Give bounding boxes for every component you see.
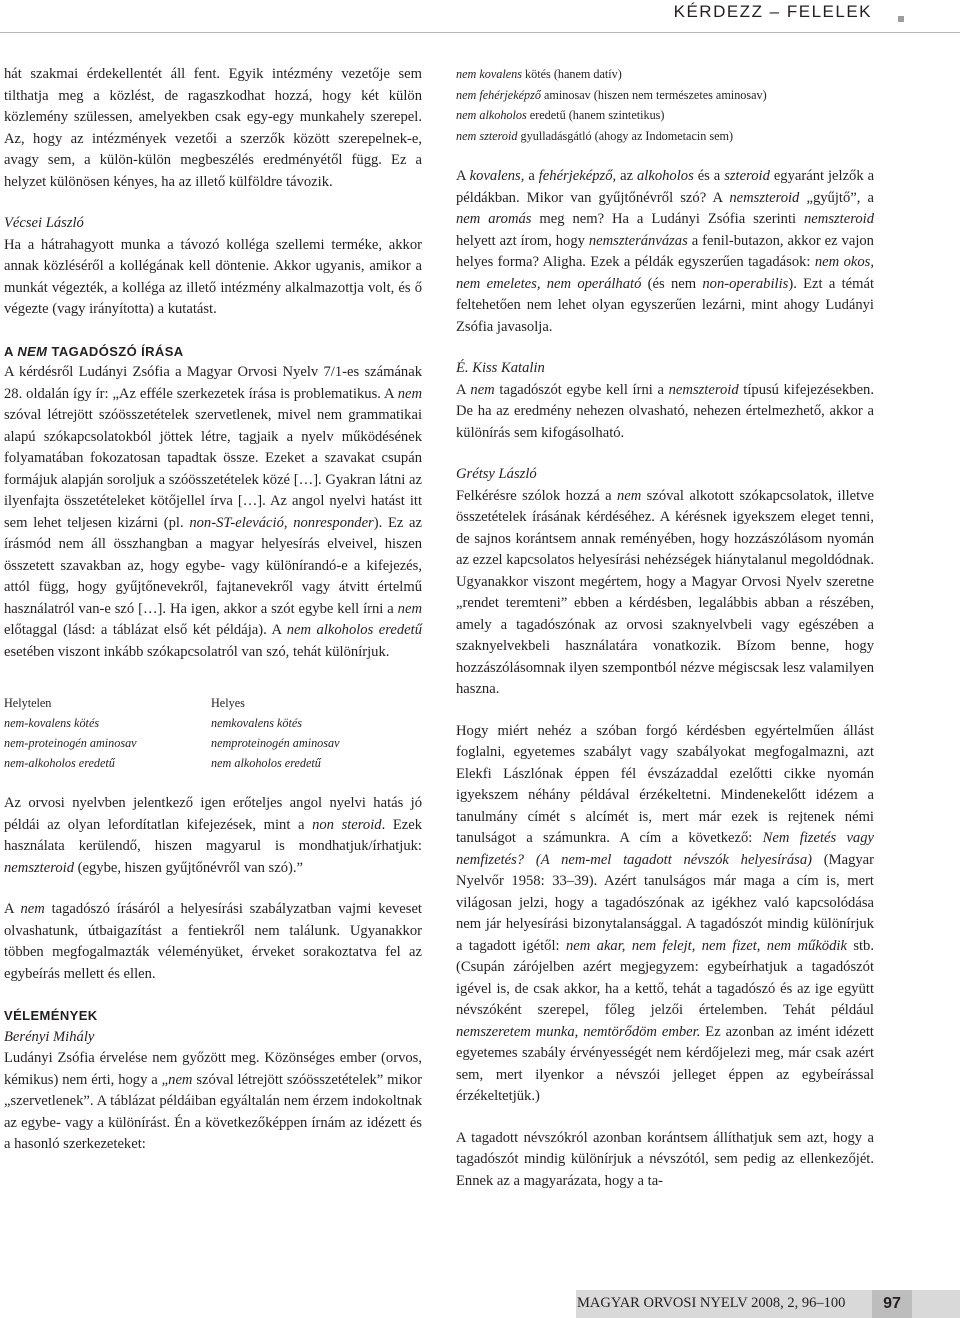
example-item: nem szteroid gyulladásgátló (ahogy az Indometacin sem)	[456, 128, 734, 143]
paragraph-quote: A kérdésről Ludányi Zsófia a Magyar Orvosi Nyelv 7/1-es számának 28. oldalán így ír: „Az efféle szerkezetek írása is problematikus. A nem szóval létrejött szóösszetételek szervetlenek, mivel nem grammatikai alapú szókapcsolatokból jöttek létre, tagjaik a nyelv működésének folyamatában fokozatosan tapadtak össze. Ezeket a szavakat csupán formájuk alapján soroljuk a szóösszetételek közé […]. Gyakran látni az ilyenfajta összetételeket kötőjellel írva […]. Az angol nyelvi hatást itt sem lehet teljesen kizárni (pl. non-ST-eleváció, nonresponder). Ez az írásmód nem áll összhangban a magyar helyesírás elveivel, hiszen összetett szavakban az, hogy egybe- vagy különírandó-e a kifejezés, attól függ, hogy gyűjtőnevekről, fajtanevekről vagy átvitt értelmű használatról van-e szó […]. Ha igen, akkor a szót egybe kell írni a nem előtaggal (lásd: a táblázat első két példája). A nem alkoholos eredetű esetében viszont inkább szókapcsolatról van szó, tehát különírjuk.	[4, 364, 423, 660]
header-decoration	[898, 16, 904, 22]
author-gretsy: Grétsy László	[456, 466, 537, 482]
running-header: KÉRDEZZ – FELELEK	[673, 2, 872, 21]
footer-journal: MAGYAR ORVOSI NYELV 2008, 2, 96–100	[577, 1295, 846, 1311]
example-item: nem fehérjeképző aminosav (hiszen nem természetes aminosav)	[456, 87, 767, 102]
author-kiss: É. Kiss Katalin	[456, 360, 545, 376]
paragraph-kiss: A nem tagadószót egybe kell írni a nemszteroid típusú kifejezésekben. De ha az eredmény nehezen olvasható, nehezen értelmezhető, akkor a különírás sem kifogásolható.	[456, 381, 874, 441]
author-berenyi: Berényi Mihály	[4, 1028, 95, 1045]
table-cell: nem alkoholos eredetű	[211, 756, 321, 770]
table-cell: nem-alkoholos eredetű	[4, 756, 115, 770]
table-cell: nem-kovalens kötés	[4, 716, 100, 730]
example-table	[4, 693, 422, 773]
example-item: nem alkoholos eredetű (hanem szintetikus)	[456, 108, 665, 122]
example-list	[456, 64, 874, 146]
table-header-wrong: Helytelen	[4, 696, 52, 710]
table-cell: nemproteinogén aminosav	[211, 736, 340, 750]
header-rule	[0, 32, 960, 33]
section-title-opinions: VÉLEMÉNYEK	[4, 1008, 98, 1023]
left-column	[4, 64, 422, 1156]
paragraph-gretsy: Felkérésre szólok hozzá a nem szóval alkotott szókapcsolatok, illetve összetételek írásának kérdéséhez. A kérésnek igyekszem eleget tenni, de sajnos korántsem annak reményében, hogy hozzászólásom nyomán az ezzel kapcsolatos helyesírási nehézségek hiánytalanul megoldódnak. Ugyanakkor viszont megértem, hogy a Magyar Orvosi Nyelv szeretne „rendet teremteni” ebben a kérdésben, legalábbis abban a részében, amely a tagadószónak az orvosi szaknyelvbeli vagy egészében a szaknyelvekbeli használatára vonatkozik. Bízom benne, hogy hozzászólásomnak ilyen szempontból nézve mégiscsak lesz valamilyen haszna.	[456, 487, 874, 697]
page-number: 97	[872, 1290, 912, 1318]
paragraph-berenyi: Ludányi Zsófia érvelése nem győzött meg. Közönséges ember (orvos, kémikus) nem érti, hogy a „nem szóval létrejött szóösszetételek” mikor „szervetlenek”. A táblázat példáiban egyáltalán nem érzem indokoltnak az egybe- vagy a különírást. Én a következőképpen írnám az idézett és a hasonló szerkezeteket:	[4, 1050, 423, 1152]
paragraph-quote-continued: Az orvosi nyelvben jelentkező igen erőteljes angol nyelvi hatás jó példái az olyan lefordítatlan kifejezések, mint a non steroid. Ezek használata kerülendő, hiszen magyarul is mondhatjuk/írhatjuk: nemszteroid (egybe, hiszen gyűjtőnévről van szó).”	[4, 795, 422, 876]
paragraph-intro: hát szakmai érdekellentét áll fent. Egyik intézmény vezetője sem tilthatja meg a közlést, de ragaszkodhat hozzá, hogy két külön közlemény szülessen, amelyekben csak egy-egy munkahely szerepel. Az, hogy az intézmények vezetői a szerzők között szerepelnek-e, avagy sem, a külön-külön megbeszélés eredményétől függ. Ez a helyzet különösen kényes, ha az illető külföldre távozik.	[4, 66, 422, 190]
section-title-nem: A NEM TAGADÓSZÓ ÍRÁSA	[4, 343, 184, 359]
paragraph-final: A tagadott névszókról azonban korántsem állíthatjuk sem azt, hogy a tagadószót mindig különírjuk a névszótól, sem pedig az ellenkezőjét. Ennek az a magyarázata, hogy a ta-	[456, 1129, 874, 1189]
author-vecsei: Vécsei László	[4, 215, 84, 231]
right-column	[456, 64, 874, 1192]
example-item: nem kovalens kötés (hanem datív)	[456, 67, 622, 81]
paragraph-elekfi: Hogy miért nehéz a szóban forgó kérdésben egyértelműen állást foglalni, egyetemes szabályt vagy szabályokat megfogalmazni, azt Elekfi Lászlónak éppen fél évszázaddal ezelőtti cikke nyomán igyekszem néhány példával érzékeltetni. Mindenekelőtt idézem a tanulmány címét s alcímét is, mert már ezek is rejtenek némi tanulságot a számunkra. A cím a következő: Nem fizetés vagy nemfizetés? (A nem-mel tagadott névszók helyesírása) (Magyar Nyelvőr 1958: 33–39). Azért tanulságos már maga a cím is, mert világosan jelzi, hogy a tagadószónak az igékhez való kapcsolódása nem jár helyesírási bizonytalansággal. A tagadószót mindig különírjuk a tagadott igétől: nem akar, nem felejt, nem fizet, nem működik stb. (Csupán zárójelben azért megjegyzem: egybeírhatjuk a tagadószót igével is, de csak akkor, ha a kettő, tehát a tagadószó és az ige együtt névszóként szerepel, főleg jelzői értelemben. Tehát például nemszeretem munka, nemtörődöm ember. Ez azonban az imént idézett egyetemes szabály érvényességét nem kérdőjelezi meg, már csak azért sem, mert ilyenkor a névszói jelleget éppen az egybeírással érzékeltetjük.)	[456, 722, 875, 1104]
paragraph-berenyi-continued: A kovalens, a fehérjeképző, az alkoholos és a szteroid egyaránt jelzők a példákban. Mikor van gyűjtőnévről szó? A nemszteroid „gyűjtő”, a nem aromás meg nem? Ha a Ludányi Zsófia szerinti nemszteroid helyett azt írom, hogy nemszteránvázas a fenil-butazon, akkor ez vajon helyes forma? Aligha. Ezek a példák egyszerűen tagadások: nem okos, nem emeletes, nem operálható (és nem non-operabilis). Ezt a témát feltehetően nem lehet olyan egyszerűen lezárni, mint ahogy Ludányi Zsófia javasolja.	[456, 168, 875, 335]
table-cell: nemkovalens kötés	[211, 716, 303, 730]
table-cell: nem-proteinogén aminosav	[4, 736, 137, 750]
paragraph-vecsei: Ha a hátrahagyott munka a távozó kolléga szellemi terméke, akkor annak közléséről a kollégának kell döntenie. Akkor ugyanis, amikor a munkát végezték, a kolléga az illető intézmény alkalmazottja volt, és ő végezte (vagy irányította) a kutatást.	[4, 236, 422, 317]
table-header-right: Helyes	[211, 696, 245, 710]
paragraph-rules: A nem tagadószó írásáról a helyesírási szabályzatban vajmi keveset olvashatunk, útbaigazítást a fentiekről nem találunk. Ugyanakkor többen megfogalmazták véleményüket, érveket sorakoztatva fel az egybeírás mellett és ellen.	[4, 901, 422, 982]
